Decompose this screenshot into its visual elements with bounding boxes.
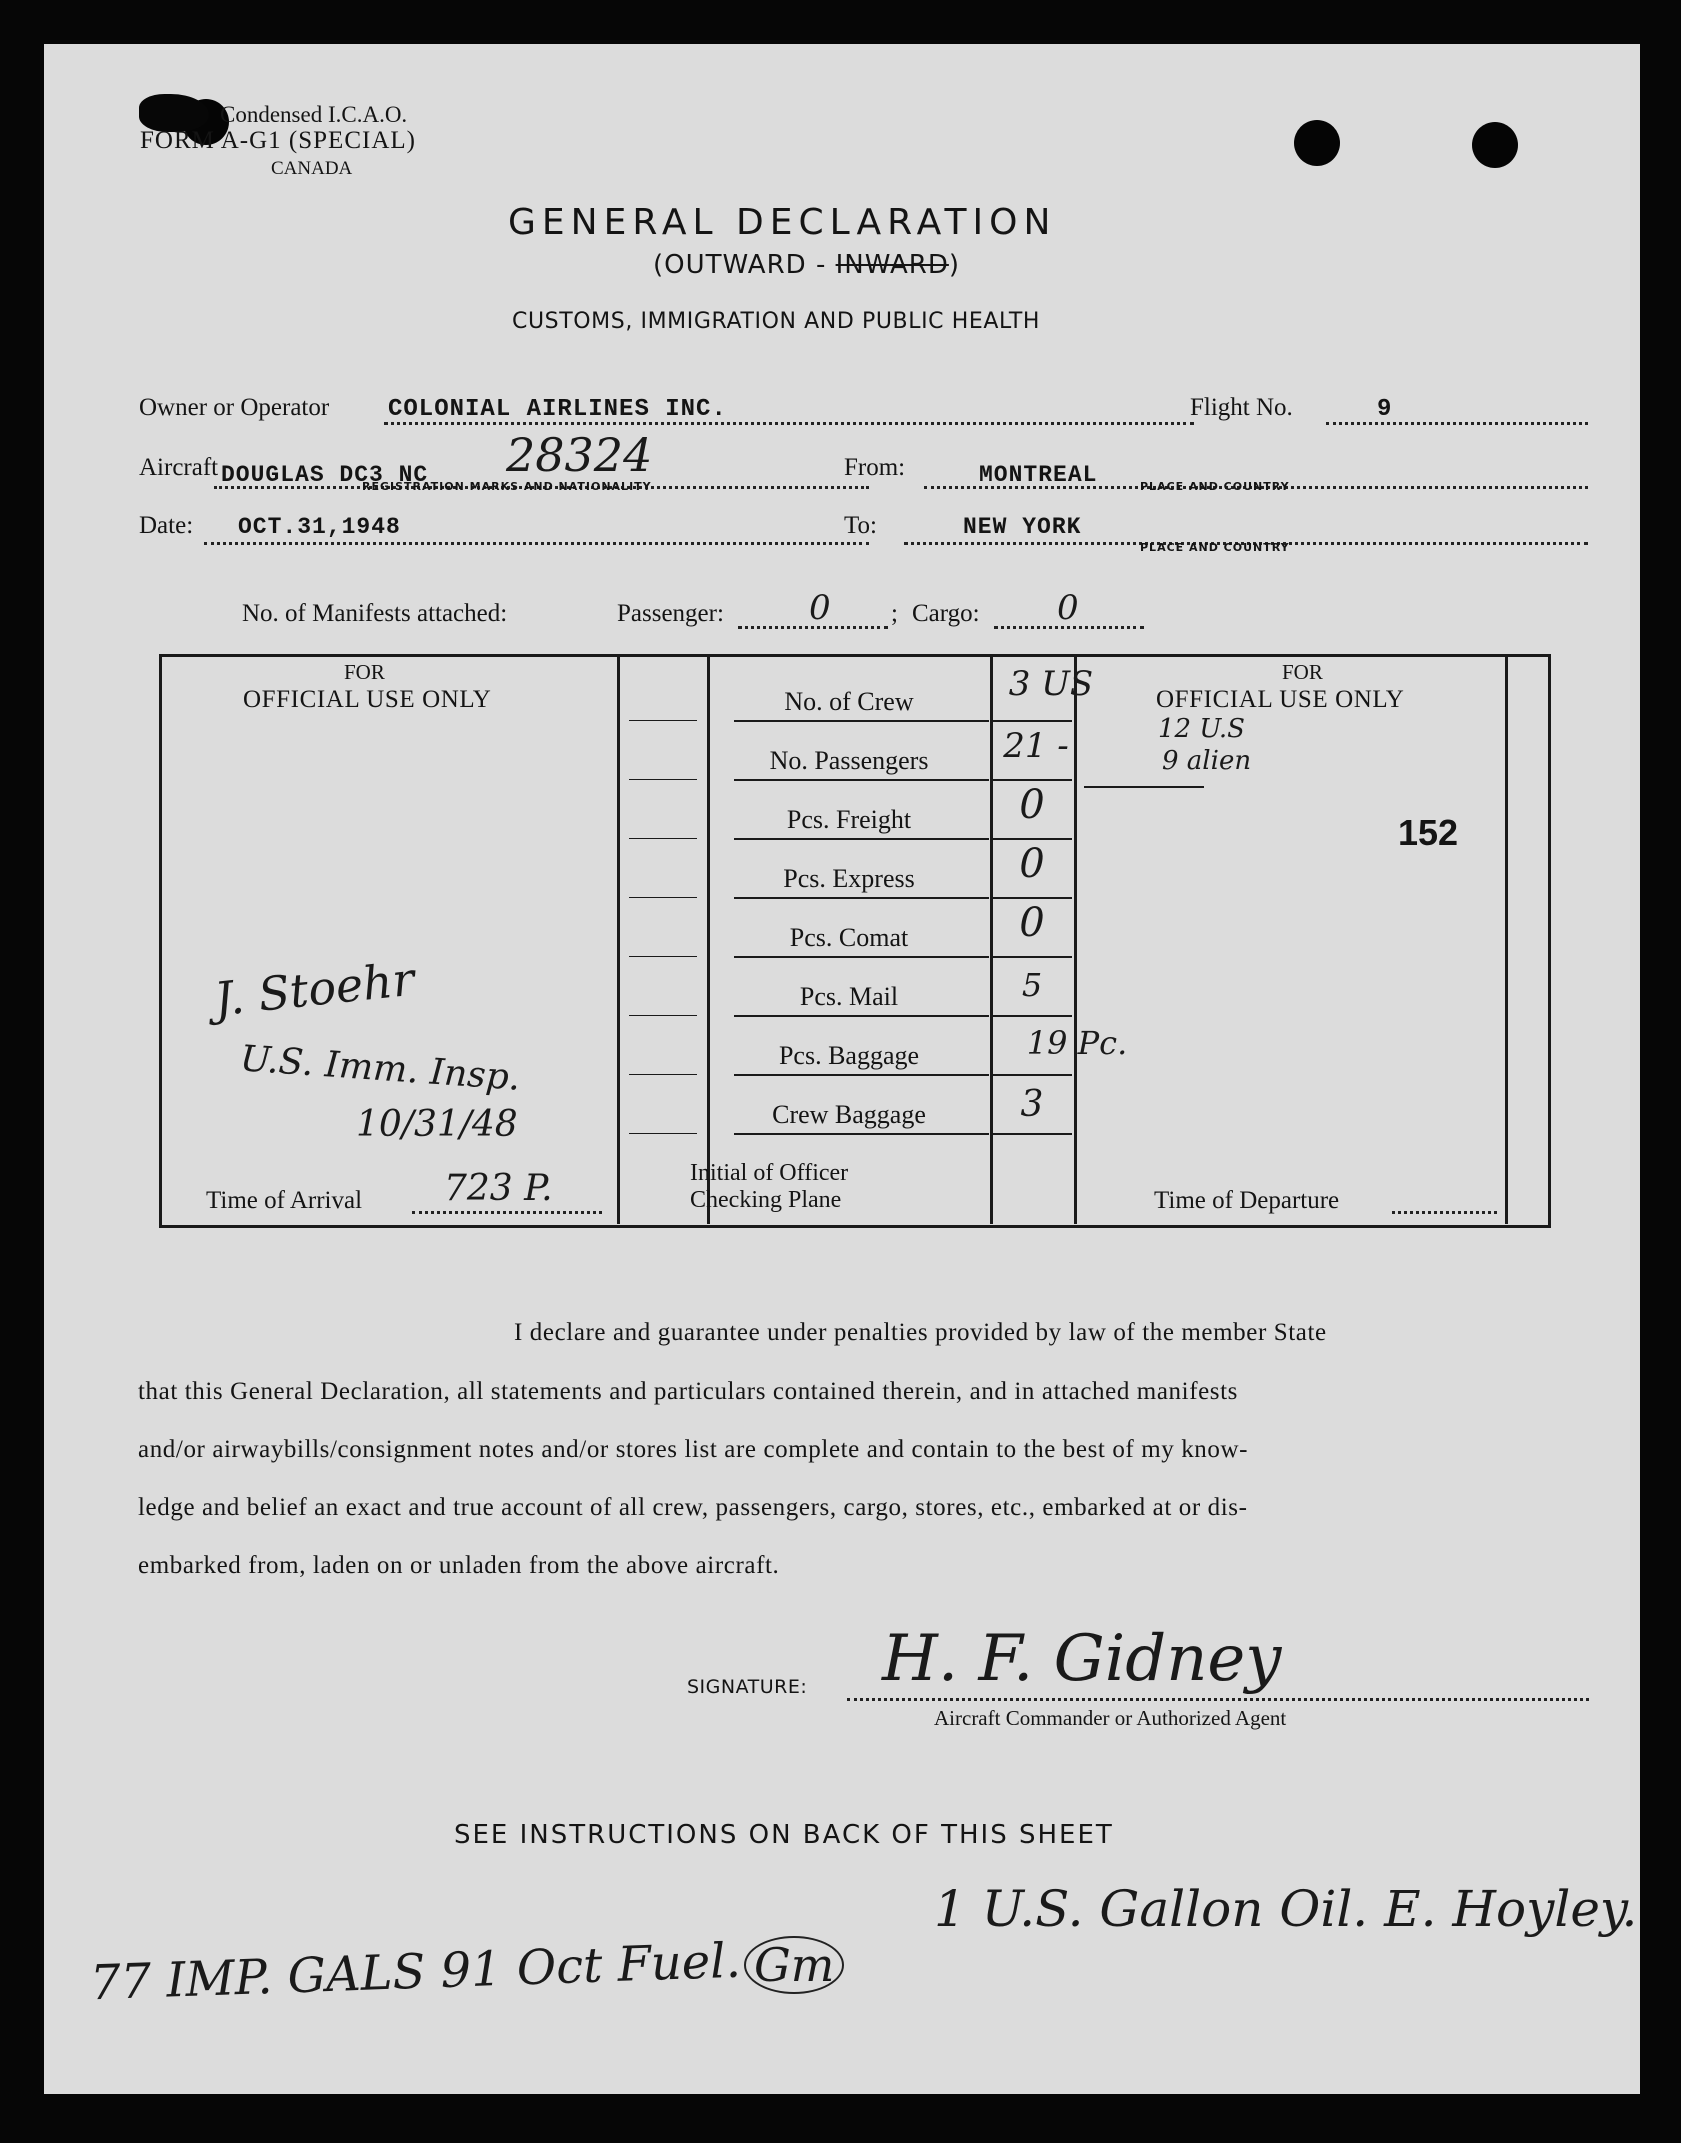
owner-label: Owner or Operator (139, 394, 330, 421)
inspector-title: U.S. Imm. Insp. (238, 1038, 522, 1099)
passenger-manifest-value: 0 (809, 588, 831, 628)
from-value: MONTREAL (979, 462, 1098, 488)
passenger-note-us: 12 U.S (1158, 714, 1245, 744)
flight-value: 9 (1377, 396, 1393, 423)
row-value-comat: 0 (1019, 900, 1045, 946)
to-label: To: (844, 512, 877, 539)
form-id-line1: Condensed I.C.A.O. (220, 102, 408, 127)
direction-outward: (OUTWARD - (653, 250, 836, 280)
row-label-comat: Pcs. Comat (789, 923, 909, 952)
right-header-line1: FOR (1282, 660, 1323, 684)
inspector-signature: J. Stoehr (211, 951, 417, 1027)
page-subtitle: CUSTOMS, IMMIGRATION AND PUBLIC HEALTH (512, 309, 1041, 334)
form-id-line2: FORM A-G1 (SPECIAL) (140, 127, 416, 154)
owner-value: COLONIAL AIRLINES INC. (388, 396, 727, 423)
instructions-note: SEE INSTRUCTIONS ON BACK OF THIS SHEET (454, 1820, 1114, 1850)
cargo-manifest-value: 0 (1057, 588, 1079, 628)
punch-hole-middle (1294, 120, 1340, 166)
manifest-separator: ; (891, 600, 898, 627)
cargo-manifest-label: Cargo: (912, 600, 980, 627)
passenger-note-alien: 9 alien (1162, 746, 1252, 776)
declaration-line-1: I declare and guarantee under penalties provided by law of the member State (514, 1319, 1327, 1346)
arrival-value: 723 P. (444, 1168, 553, 1209)
signature-caption: Aircraft Commander or Authorized Agent (934, 1706, 1287, 1730)
aircraft-value: DOUGLAS DC3 NC (221, 462, 429, 488)
row-label-baggage: Pcs. Baggage (778, 1041, 920, 1070)
initial-label-line1: Initial of Officer (690, 1160, 849, 1186)
row-label-passengers: No. Passengers (769, 746, 929, 775)
row-label-freight: Pcs. Freight (786, 805, 912, 834)
fuel-note: 77 IMP. GALS 91 Oct Fuel. (89, 1932, 742, 2012)
flight-label: Flight No. (1190, 394, 1293, 421)
declaration-line-5: embarked from, laden on or unladen from the above aircraft. (138, 1552, 780, 1579)
inspector-date: 10/31/48 (356, 1104, 518, 1145)
declaration-line-2: that this General Declaration, all statements and particulars contained therein, and in attached manifests (138, 1378, 1239, 1405)
page-title: GENERAL DECLARATION (508, 202, 1057, 243)
row-label-crew-baggage: Crew Baggage (772, 1100, 926, 1129)
left-header-line1: FOR (344, 660, 385, 684)
declaration-line-3: and/or airwaybills/consignment notes and/or stores list are complete and contain to the best of my know- (138, 1436, 1249, 1463)
initial-label-line2: Checking Plane (690, 1187, 842, 1213)
row-label-express: Pcs. Express (783, 864, 915, 893)
left-header-line2: OFFICIAL USE ONLY (243, 686, 492, 713)
from-label: From: (844, 454, 906, 481)
oil-note: 1 U.S. Gallon Oil. E. Hoyley. (934, 1880, 1638, 1938)
aircraft-label: Aircraft (139, 454, 219, 481)
declaration-sheet (44, 44, 1640, 2094)
row-label-crew: No. of Crew (784, 687, 914, 716)
direction-line (653, 250, 960, 280)
right-header-line2: OFFICIAL USE ONLY (1156, 686, 1405, 713)
row-value-express: 0 (1019, 841, 1045, 887)
direction-close: ) (948, 250, 961, 280)
row-value-mail: 5 (1021, 966, 1043, 1004)
place-caption-2: PLACE AND COUNTRY (1140, 541, 1290, 554)
signature-label: SIGNATURE: (687, 1676, 808, 1698)
place-caption-1: PLACE AND COUNTRY (1140, 480, 1290, 493)
fuel-initial: Gm (744, 1936, 844, 1994)
form-id-line3: CANADA (271, 158, 353, 179)
declaration-line-4: ledge and belief an exact and true account of all crew, passengers, cargo, stores, etc., embarked at or dis- (138, 1494, 1248, 1521)
stamp-number: 152 (1398, 812, 1459, 853)
row-label-mail: Pcs. Mail (799, 982, 899, 1011)
punch-hole-right (1472, 122, 1518, 168)
manifests-label: No. of Manifests attached: (242, 600, 508, 627)
date-value: OCT.31,1948 (238, 514, 401, 540)
to-value: NEW YORK (963, 514, 1082, 540)
row-value-passengers: 21 - (1003, 726, 1069, 766)
departure-label: Time of Departure (1154, 1187, 1340, 1214)
arrival-label: Time of Arrival (206, 1187, 363, 1214)
passenger-manifest-label: Passenger: (617, 600, 724, 627)
registration-caption: REGISTRATION MARKS AND NATIONALITY (362, 480, 652, 493)
direction-inward: INWARD (835, 250, 949, 280)
signature-value: H. F. Gidney (882, 1622, 1282, 1696)
row-value-crew: 3 US (1008, 664, 1094, 704)
row-value-baggage: 19 Pc. (1026, 1024, 1128, 1062)
row-value-crew-baggage: 3 (1020, 1084, 1044, 1125)
date-label: Date: (139, 512, 194, 539)
aircraft-number: 28324 (506, 428, 653, 482)
row-value-freight: 0 (1019, 782, 1045, 828)
